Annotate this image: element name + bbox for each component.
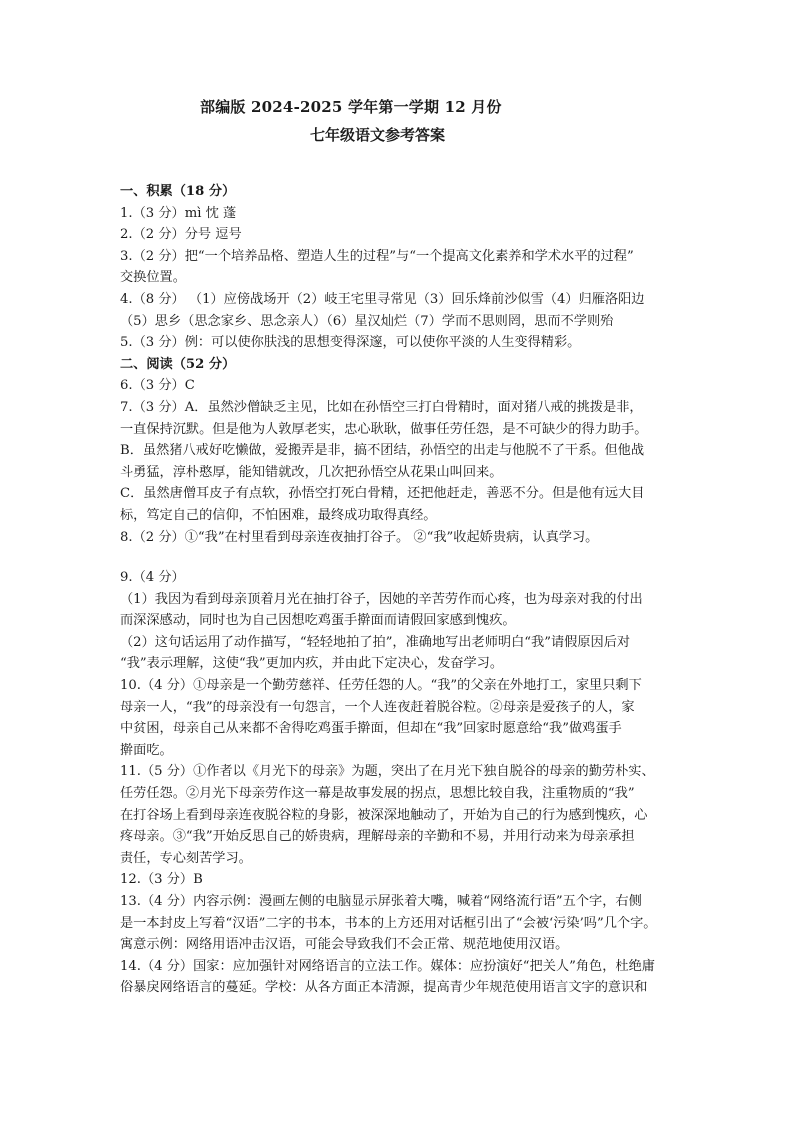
answer-line: 7.（3 分）A．虽然沙僧缺乏主见，比如在孙悟空三打白骨精时，面对猪八戒的挑拨是非， [120,399,643,415]
answer-line: 1.（3 分）mì 忱 蓬 [120,205,237,221]
answer-line: 13.（4 分）内容示例：漫画左侧的电脑显示屏张着大嘴，喊着“网络流行语”五个字，右侧 [120,894,642,909]
answer-line: 而深深感动，同时也为自己因想吃鸡蛋手擀面而请假回家感到愧疚。 [120,613,516,629]
answer-line: B．虽然猪八戒好吃懒做，爱搬弄是非，搞不团结，孙悟空的出走与他脱不了干系。但他战 [120,443,644,459]
answer-line: 擀面吃。 [120,742,173,758]
answer-line: 8.（2 分）①“我”在村里看到母亲连夜抽打谷子。 ②“我”收起娇贵病，认真学习。 [120,529,599,545]
answer-line: 寓意示例：网络用语冲击汉语，可能会导致我们不会正常、规范地使用汉语。 [120,937,569,953]
answer-line: 6.（3 分）C [120,378,195,394]
answer-line: 斗勇猛，淳朴憨厚，能知错就改，几次把孙悟空从花果山叫回来。 [120,464,503,480]
answer-line: 母亲一人，“我”的母亲没有一句怨言，一个人连夜赶着脱谷粒。②母亲是爱孩子的人，家 [120,699,635,715]
answer-line: 交换位置。 [120,270,186,286]
answer-line: 11.（5 分）①作者以《月光下的母亲》为题，突出了在月光下独自脱谷的母亲的勤劳朴实、 [120,764,655,780]
answer-line: 3.（2 分）把“一个培养品格、塑造人生的过程”与“一个提高文化素养和学术水平的过程” [120,248,634,264]
answer-line: 在打谷场上看到母亲连夜脱谷粒的身影，被深深地触动了，开始为自己的行为感到愧疚，心 [120,807,648,823]
answer-line: 标，笃定自己的信仰，不怕困难，最终成功取得真经。 [120,507,437,523]
answer-line: 一直保持沉默。但是他为人敦厚老实，忠心耿耿，做事任劳任怨，是不可缺少的得力助手。 [120,421,648,437]
answer-line: C．虽然唐僧耳皮子有点软，孙悟空打死白骨精，还把他赶走，善恶不分。但是他有远大目 [120,486,645,502]
answer-line: “我”表示理解，这使“我”更加内疚，并由此下定决心，发奋学习。 [120,656,504,672]
section-heading: 一、积累（18 分） [120,184,236,199]
blank-line [120,548,686,567]
answer-line: 是一本封皮上写着“汉语”二字的书本，书本的上方还用对话框引出了“会被‘污染’吗”几个字。 [120,915,657,931]
answer-line: 10.（4 分）①母亲是一个勤劳慈祥、任劳任怨的人。“我”的父亲在外地打工，家里只剩下 [120,678,642,694]
answer-line: 5.（3 分）例：可以使你肤浅的思想变得深邃，可以使你平淡的人生变得精彩。 [120,335,581,351]
answer-line: （1）我因为看到母亲顶着月光在抽打谷子，因她的辛苦劳作而心疼，也为母亲对我的付出 [120,591,643,607]
answer-line: 9.（4 分） [120,570,185,586]
answer-line: 4.（8 分） （1）应傍战场开（2）岐王宅里寻常见（3）回乐烽前沙似雪（4）归雁洛阳边 [120,291,645,307]
section-heading: 二、阅读（52 分） [120,356,236,372]
document-title: 部编版 2024-2025 学年第一学期 12 月份 [200,98,502,116]
answer-line: 疼母亲。③“我”开始反思自己的娇贵病，理解母亲的辛勤和不易，并用行动来为母亲承担 [120,829,635,845]
answer-line: （2）这句话运用了动作描写，“轻轻地拍了拍”，准确地写出老师明白“我”请假原因后对 [120,634,631,650]
answer-line: 中贫困，母亲自己从来都不舍得吃鸡蛋手擀面，但却在“我”回家时愿意给“我”做鸡蛋手 [120,721,622,737]
answer-body [120,181,686,999]
answer-line: 俗暴戾网络语言的蔓延。学校：从各方面正本清源，提高青少年规范使用语言文字的意识和 [120,980,648,996]
document-subtitle: 七年级语文参考答案 [310,126,446,144]
answer-line: 2.（2 分）分号 逗号 [120,227,242,243]
answer-line: 14.（4 分）国家：应加强针对网络语言的立法工作。媒体：应扮演好“把关人”角色，杜绝庸 [120,958,655,974]
answer-line: 任劳任怨。②月光下母亲劳作这一幕是故事发展的拐点，思想比较自我，注重物质的“我” [120,786,635,802]
answer-line: 责任，专心刻苦学习。 [120,850,252,866]
answer-line: 12.（3 分）B [120,872,203,888]
answer-line: （5）思乡（思念家乡、思念亲人）（6）星汉灿烂（7）学而不思则罔，思而不学则殆 [120,313,614,329]
